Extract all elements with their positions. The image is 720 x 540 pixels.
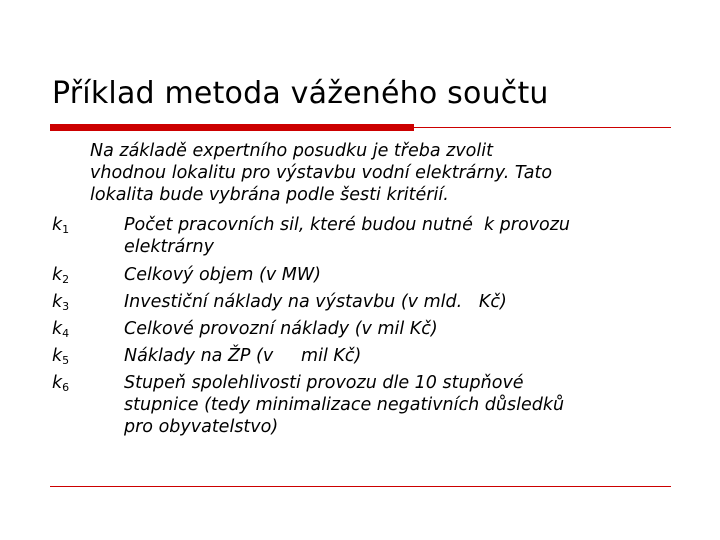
criterion-line: Celkový objem (v MW) [124,265,321,285]
criterion-text-k1 [124,214,570,258]
intro-line: vhodnou lokalitu pro výstavbu vodní elektrárny. Tato [90,163,553,183]
criterion-line: Náklady na ŽP (v mil Kč) [124,346,362,366]
criterion-line: stupnice (tedy minimalizace negativních důsledků [124,395,565,415]
criterion-symbol: k [52,319,63,339]
criterion-line: pro obyvatelstvo) [124,417,279,437]
criterion-symbol: k [52,346,63,366]
criterion-label-k2 [52,264,69,286]
criterion-text-k6 [124,372,564,438]
slide-title: Příklad metoda váženého součtu [52,76,549,111]
criterion-index: 1 [62,223,70,236]
criterion-symbol: k [52,215,63,235]
criterion-index: 2 [62,273,70,286]
criterion-text-k5 [124,345,361,367]
criterion-line: Investiční náklady na výstavbu (v mld. Kč) [124,292,507,312]
criterion-text-k4 [124,318,438,340]
criterion-line: Stupeň spolehlivosti provozu dle 10 stupňové [124,373,524,393]
criterion-label-k6 [52,372,69,394]
criterion-index: 6 [62,381,70,394]
criterion-symbol: k [52,292,63,312]
criterion-index: 3 [62,300,70,313]
footer-divider [50,486,671,487]
title-underline-thick [50,124,414,131]
intro-line: Na základě expertního posudku je třeba zvolit [90,141,493,161]
criterion-symbol: k [52,265,63,285]
criterion-symbol: k [52,373,63,393]
criterion-label-k4 [52,318,69,340]
criterion-index: 4 [62,327,70,340]
criterion-line: Celkové provozní náklady (v mil Kč) [124,319,438,339]
criterion-label-k3 [52,291,69,313]
criterion-line: elektrárny [124,237,214,257]
criterion-text-k3 [124,291,507,313]
criterion-text-k2 [124,264,321,286]
criterion-label-k5 [52,345,69,367]
intro-paragraph [90,140,680,206]
criterion-line: Počet pracovních sil, které budou nutné k provozu [124,215,571,235]
title-underline-thin [414,127,671,128]
criterion-index: 5 [62,354,70,367]
criterion-label-k1 [52,214,69,236]
intro-line: lokalita bude vybrána podle šesti kritérií. [90,185,449,205]
